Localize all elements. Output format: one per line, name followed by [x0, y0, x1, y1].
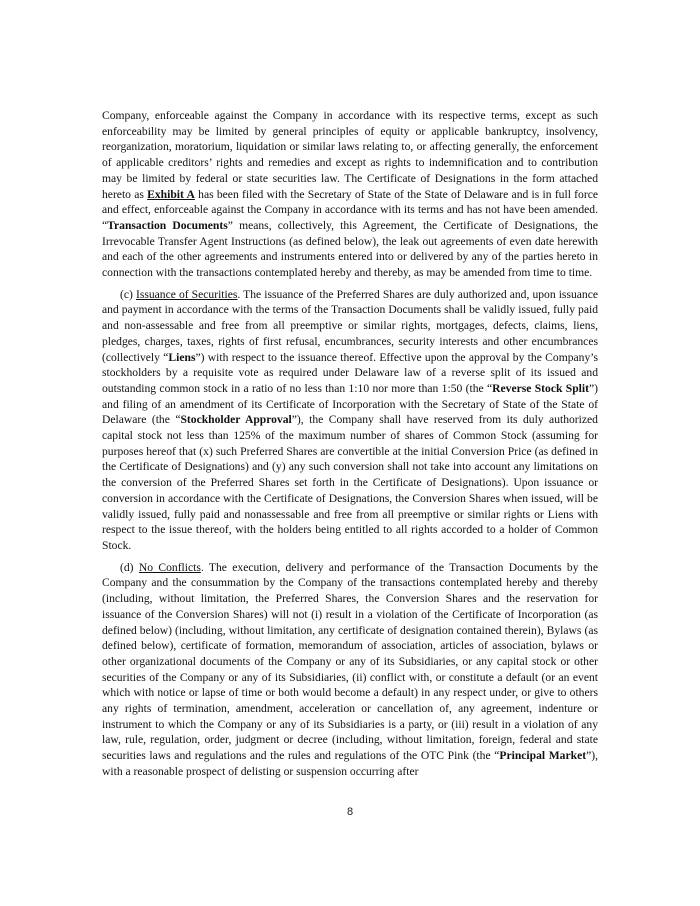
text-run: has been filed with the Secretary of State of the State of Delaware and is in full force and effect, enforceable against the Company in accordance with its terms and has not have been amended. “ — [102, 187, 598, 232]
text-run: ”) with respect to the issuance thereof. Effective upon the approval by the Company’s stockholders by a requisite vote as required under Delaware law of a reverse split of its issued and outstanding common stock in a ratio of no less than 1:10 nor more than 1:50 (the “ — [102, 350, 598, 395]
text-run: ”), with a reasonable prospect of delisting or suspension occurring after — [102, 749, 598, 778]
page-number: 8 — [346, 806, 354, 818]
defined-term-stockholder-approval: Stockholder Approval — [180, 413, 292, 427]
section-heading-issuance-of-securities: Issuance of Securities — [135, 287, 238, 301]
defined-term-principal-market: Principal Market — [499, 749, 587, 763]
text-run: . The issuance of the Preferred Shares are duly authorized and, upon issuance and payment in accordance with the terms of the Transaction Documents shall be validly issued, fully paid and non-assessable and free from all preemptive or similar rights, mortgages, defects, claims, liens, pledges, charges, taxes, rights of first refusal, encumbrances, security interests and other encumbrances (collectively “ — [102, 287, 598, 364]
body-text — [102, 108, 598, 780]
section-label: (c) — [120, 287, 136, 301]
section-heading-no-conflicts: No Conflicts — [138, 560, 201, 574]
paragraph-1 — [102, 108, 598, 281]
section-label: (d) — [120, 560, 139, 574]
paragraph-no-conflicts — [102, 560, 598, 780]
exhibit-a-reference: Exhibit A — [147, 187, 195, 201]
paragraph-issuance-of-securities — [102, 287, 598, 554]
text-run: Company, enforceable against the Company in accordance with its respective terms, except as such enforceability may be limited by general principles of equity or applicable bankruptcy, insolvency, reorganization, moratorium, liquidation or similar laws relating to, or affecting generally, the enforcement of applicable creditors’ rights and remedies and except as rights to indemnification and to contribution may be limited by federal or state securities law. The Certificate of Designations in the form attached hereto as — [102, 109, 598, 201]
text-run: ”), the Company shall have reserved from its duly authorized capital stock not less than 125% of the maximum number of shares of Common Stock (assuming for purposes hereof that (x) such Preferred Shares are convertible at the initial Conversion Price (as defined in the Certificate of Designations) and (y) any such conversion shall not take into account any limitations on the conversion of the Preferred Shares set forth in the Certificate of Designations). Upon issuance or conversion in accordance with the Certificate of Designations, the Conversion Shares when issued, will be validly issued, fully paid and nonassessable and free from all preemptive or similar rights or Liens with respect to the issue thereof, with the holders being entitled to all rights accorded to a holder of Common Stock. — [102, 413, 598, 552]
text-run: . The execution, delivery and performance of the Transaction Documents by the Company and the consummation by the Company of the transactions contemplated hereby and thereby (including, without limitation, the Preferred Shares, the Conversion Shares and the reservation for issuance of the Conversion Shares) will not (i) result in a violation of the Certificate of Incorporation (as defined below) (including, without limitation, any certificate of designation contained therein), Bylaws (as defined below), certificate of formation, memorandum of association, articles of association, bylaws or other organizational documents of the Company or any of its Subsidiaries, or any capital stock or other securities of the Company or any of its Subsidiaries, (ii) conflict with, or constitute a default (or an event which with notice or lapse of time or both would become a default) in any respect under, or give to others any rights of termination, amendment, acceleration or cancellation of, any agreement, indenture or instrument to which the Company or any of its Subsidiaries is a party, or (iii) result in a violation of any law, rule, regulation, order, judgment or decree (including, without limitation, foreign, federal and state securities laws and regulations and the rules and regulations of the OTC Pink (the “ — [102, 560, 599, 763]
text-run: ” means, collectively, this Agreement, the Certificate of Designations, the Irrevocable Transfer Agent Instructions (as defined below), the leak out agreements of even date herewith and each of the other agreements and instruments entered into or delivered by any of the parties hereto in connection with the transactions contemplated hereby and thereby, as may be amended from time to time. — [102, 218, 598, 280]
defined-term-reverse-stock-split: Reverse Stock Split — [492, 381, 589, 395]
text-run: ”) and filing of an amendment of its Certificate of Incorporation with the Secretary of State of the State of Delaware (the “ — [102, 381, 598, 427]
defined-term-transaction-documents: Transaction Documents — [107, 218, 228, 232]
defined-term-liens: Liens — [168, 350, 196, 364]
